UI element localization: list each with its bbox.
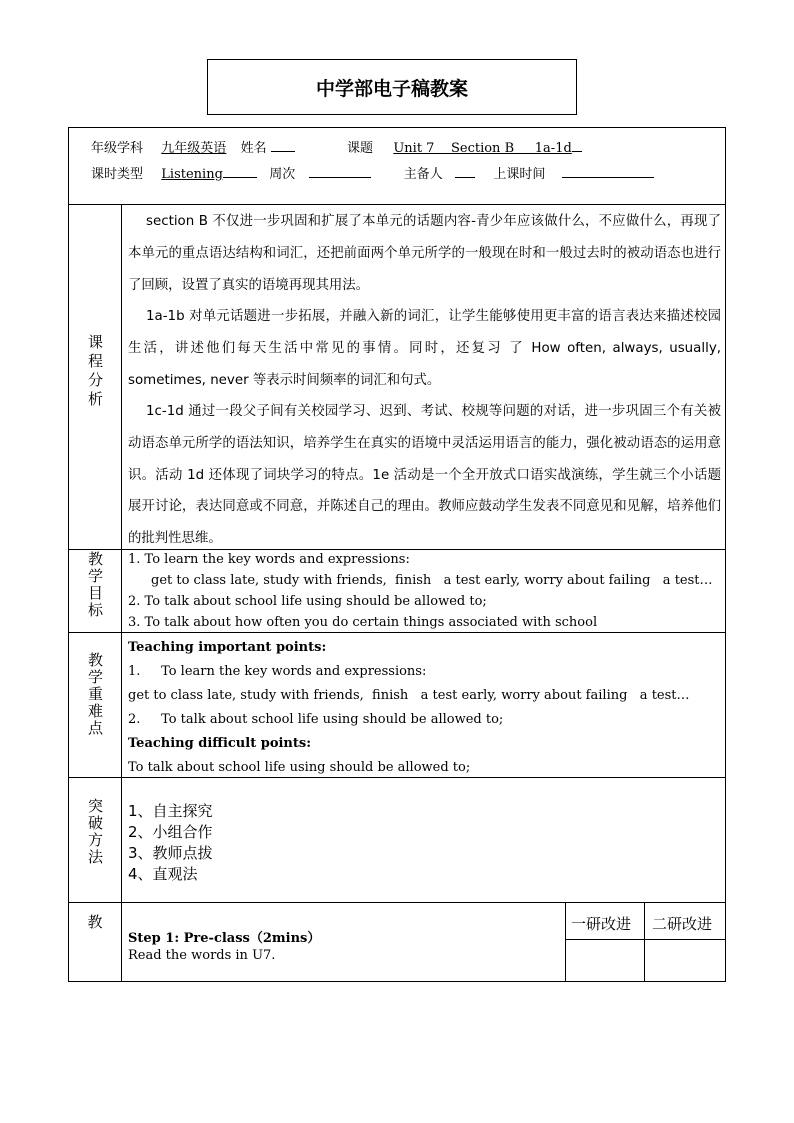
divider <box>69 632 725 633</box>
week-label: 周次 <box>269 167 296 182</box>
teaching-label: 教 <box>87 913 103 931</box>
objectives-label: 教学目标 <box>86 551 104 619</box>
improve-column-divider <box>644 902 645 981</box>
preparer-label: 主备人 <box>403 167 443 182</box>
lesson-type-label: 课时类型 <box>91 167 144 182</box>
topic-value: Unit 7 Section B 1a-1d <box>393 141 572 156</box>
improve-column-divider <box>565 902 566 981</box>
divider <box>69 777 725 778</box>
objective-line: 3. To talk about how often you do certain things associated with school <box>128 615 598 630</box>
method-item: 1、自主探究 <box>128 802 213 820</box>
name-blank <box>271 138 295 152</box>
header-row-2 <box>91 163 654 182</box>
step-text: Read the words in U7. <box>128 948 276 963</box>
methods-label: 突破方法 <box>86 798 104 866</box>
important-point-line: 2. To talk about school life using should be allowed to; <box>128 712 504 727</box>
week-blank <box>309 164 371 178</box>
topic-blank-tail <box>572 138 582 152</box>
topic-label: 课题 <box>347 141 374 156</box>
class-time-blank <box>562 164 654 178</box>
preparer-blank <box>455 164 475 178</box>
analysis-paragraph-1: section B 不仅进一步巩固和扩展了本单元的话题内容-青少年应该做什么，不应做什么，再现了本单元的重点语达结构和词汇，还把前面两个单元所学的一般现在时和一般过去时的被动语态也进行了回顾，设置了真实的语境再现其用法。 <box>128 214 721 293</box>
important-points-heading: Teaching important points: <box>128 640 327 655</box>
method-item: 4、直观法 <box>128 865 198 883</box>
key-points-label: 教学重难点 <box>86 652 104 737</box>
document-title: 中学部电子稿教案 <box>207 59 577 115</box>
objective-line: 2. To talk about school life using should be allowed to; <box>128 594 487 609</box>
method-item: 2、小组合作 <box>128 823 213 841</box>
difficult-point-line: To talk about school life using should be allowed to; <box>128 760 471 775</box>
step-title: Step 1: Pre-class（2mins） <box>128 931 321 946</box>
grade-subject-value: 九年级英语 <box>161 141 227 156</box>
analysis-label: 课程分析 <box>86 334 104 410</box>
objective-line: 1. To learn the key words and expressions: <box>128 552 410 567</box>
improve-header-divider <box>565 939 725 940</box>
objective-line: get to class late, study with friends, finish a test early, worry about failing a test… <box>151 573 713 588</box>
header-row-1 <box>91 137 582 156</box>
class-time-label: 上课时间 <box>493 167 546 182</box>
second-revision-header: 二研改进 <box>652 915 713 933</box>
divider <box>69 204 725 205</box>
first-revision-header: 一研改进 <box>571 915 632 933</box>
important-point-line: get to class late, study with friends, finish a test early, worry about failing a test… <box>128 688 690 703</box>
lesson-type-blank <box>223 164 257 178</box>
lesson-plan-table <box>68 127 726 982</box>
grade-subject-label: 年级学科 <box>91 141 144 156</box>
label-column-divider <box>121 204 122 981</box>
analysis-paragraph-3: 1c-1d 通过一段父子间有关校园学习、迟到、考试、校规等问题的对话，进一步巩固三个有关被动语态单元所学的语法知识，培养学生在真实的语境中灵活运用语言的能力，强化被动语态的运用意识。活动 1d 还体现了词块学习的特点。1e 活动是一个全开放式口语实战演练，学生就三个小话题展开讨论，表达同意或不同意，并陈述自己的理由。教师应鼓动学生发表不同意见和见解，培养他们的批判性思维。 <box>128 404 721 547</box>
divider <box>69 902 725 903</box>
analysis-paragraph-2: 1a-1b 对单元话题进一步拓展，并融入新的词汇，让学生能够使用更丰富的语言表达来描述校园生活，讲述他们每天生活中常见的事情。同时，还复习 了 How often, always, usually, sometimes, never 等表示时间频率的词汇和句式。 <box>128 309 721 388</box>
important-point-line: 1. To learn the key words and expressions: <box>128 664 427 679</box>
difficult-points-heading: Teaching difficult points: <box>128 736 311 751</box>
method-item: 3、教师点拔 <box>128 844 213 862</box>
name-label: 姓名 <box>240 141 267 156</box>
lesson-type-value: Listening <box>161 167 223 182</box>
